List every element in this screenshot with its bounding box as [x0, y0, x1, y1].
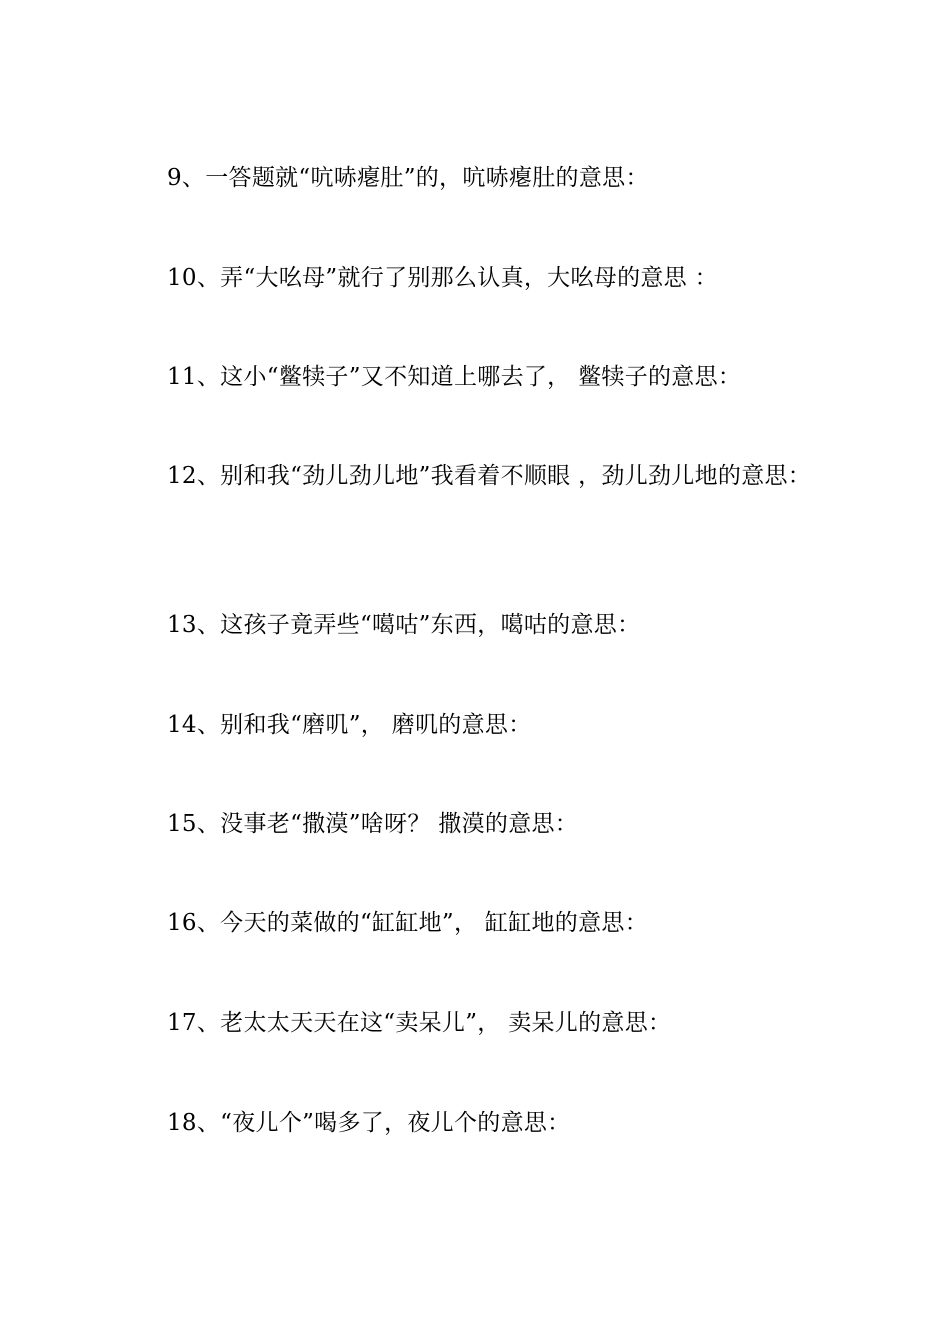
question-9: 9、一答题就“吭哧瘪肚”的，吭哧瘪肚的意思：: [167, 165, 649, 191]
question-10: 10、弄“大吆母”就行了别那么认真，大吆母的意思 ：: [167, 265, 718, 291]
question-18: 18、“夜儿个”喝多了，夜儿个的意思：: [167, 1110, 571, 1136]
question-11: 11、这小“鳖犊子”又不知道上哪去了， 鳖犊子的意思：: [167, 364, 742, 390]
question-14: 14、别和我“磨叽”， 磨叽的意思：: [167, 712, 532, 738]
question-17: 17、老太太天天在这“卖呆儿”， 卖呆儿的意思：: [167, 1010, 672, 1036]
question-13: 13、这孩子竟弄些“噶咕”东西，噶咕的意思：: [167, 612, 641, 638]
question-16: 16、今天的菜做的“缸缸地”， 缸缸地的意思：: [167, 910, 648, 936]
question-15: 15、没事老“撒漠”啥呀？ 撒漠的意思：: [167, 811, 579, 837]
question-12: 12、别和我“劲儿劲儿地”我看着不顺眼 ，劲儿劲儿地的意思：: [167, 463, 812, 489]
